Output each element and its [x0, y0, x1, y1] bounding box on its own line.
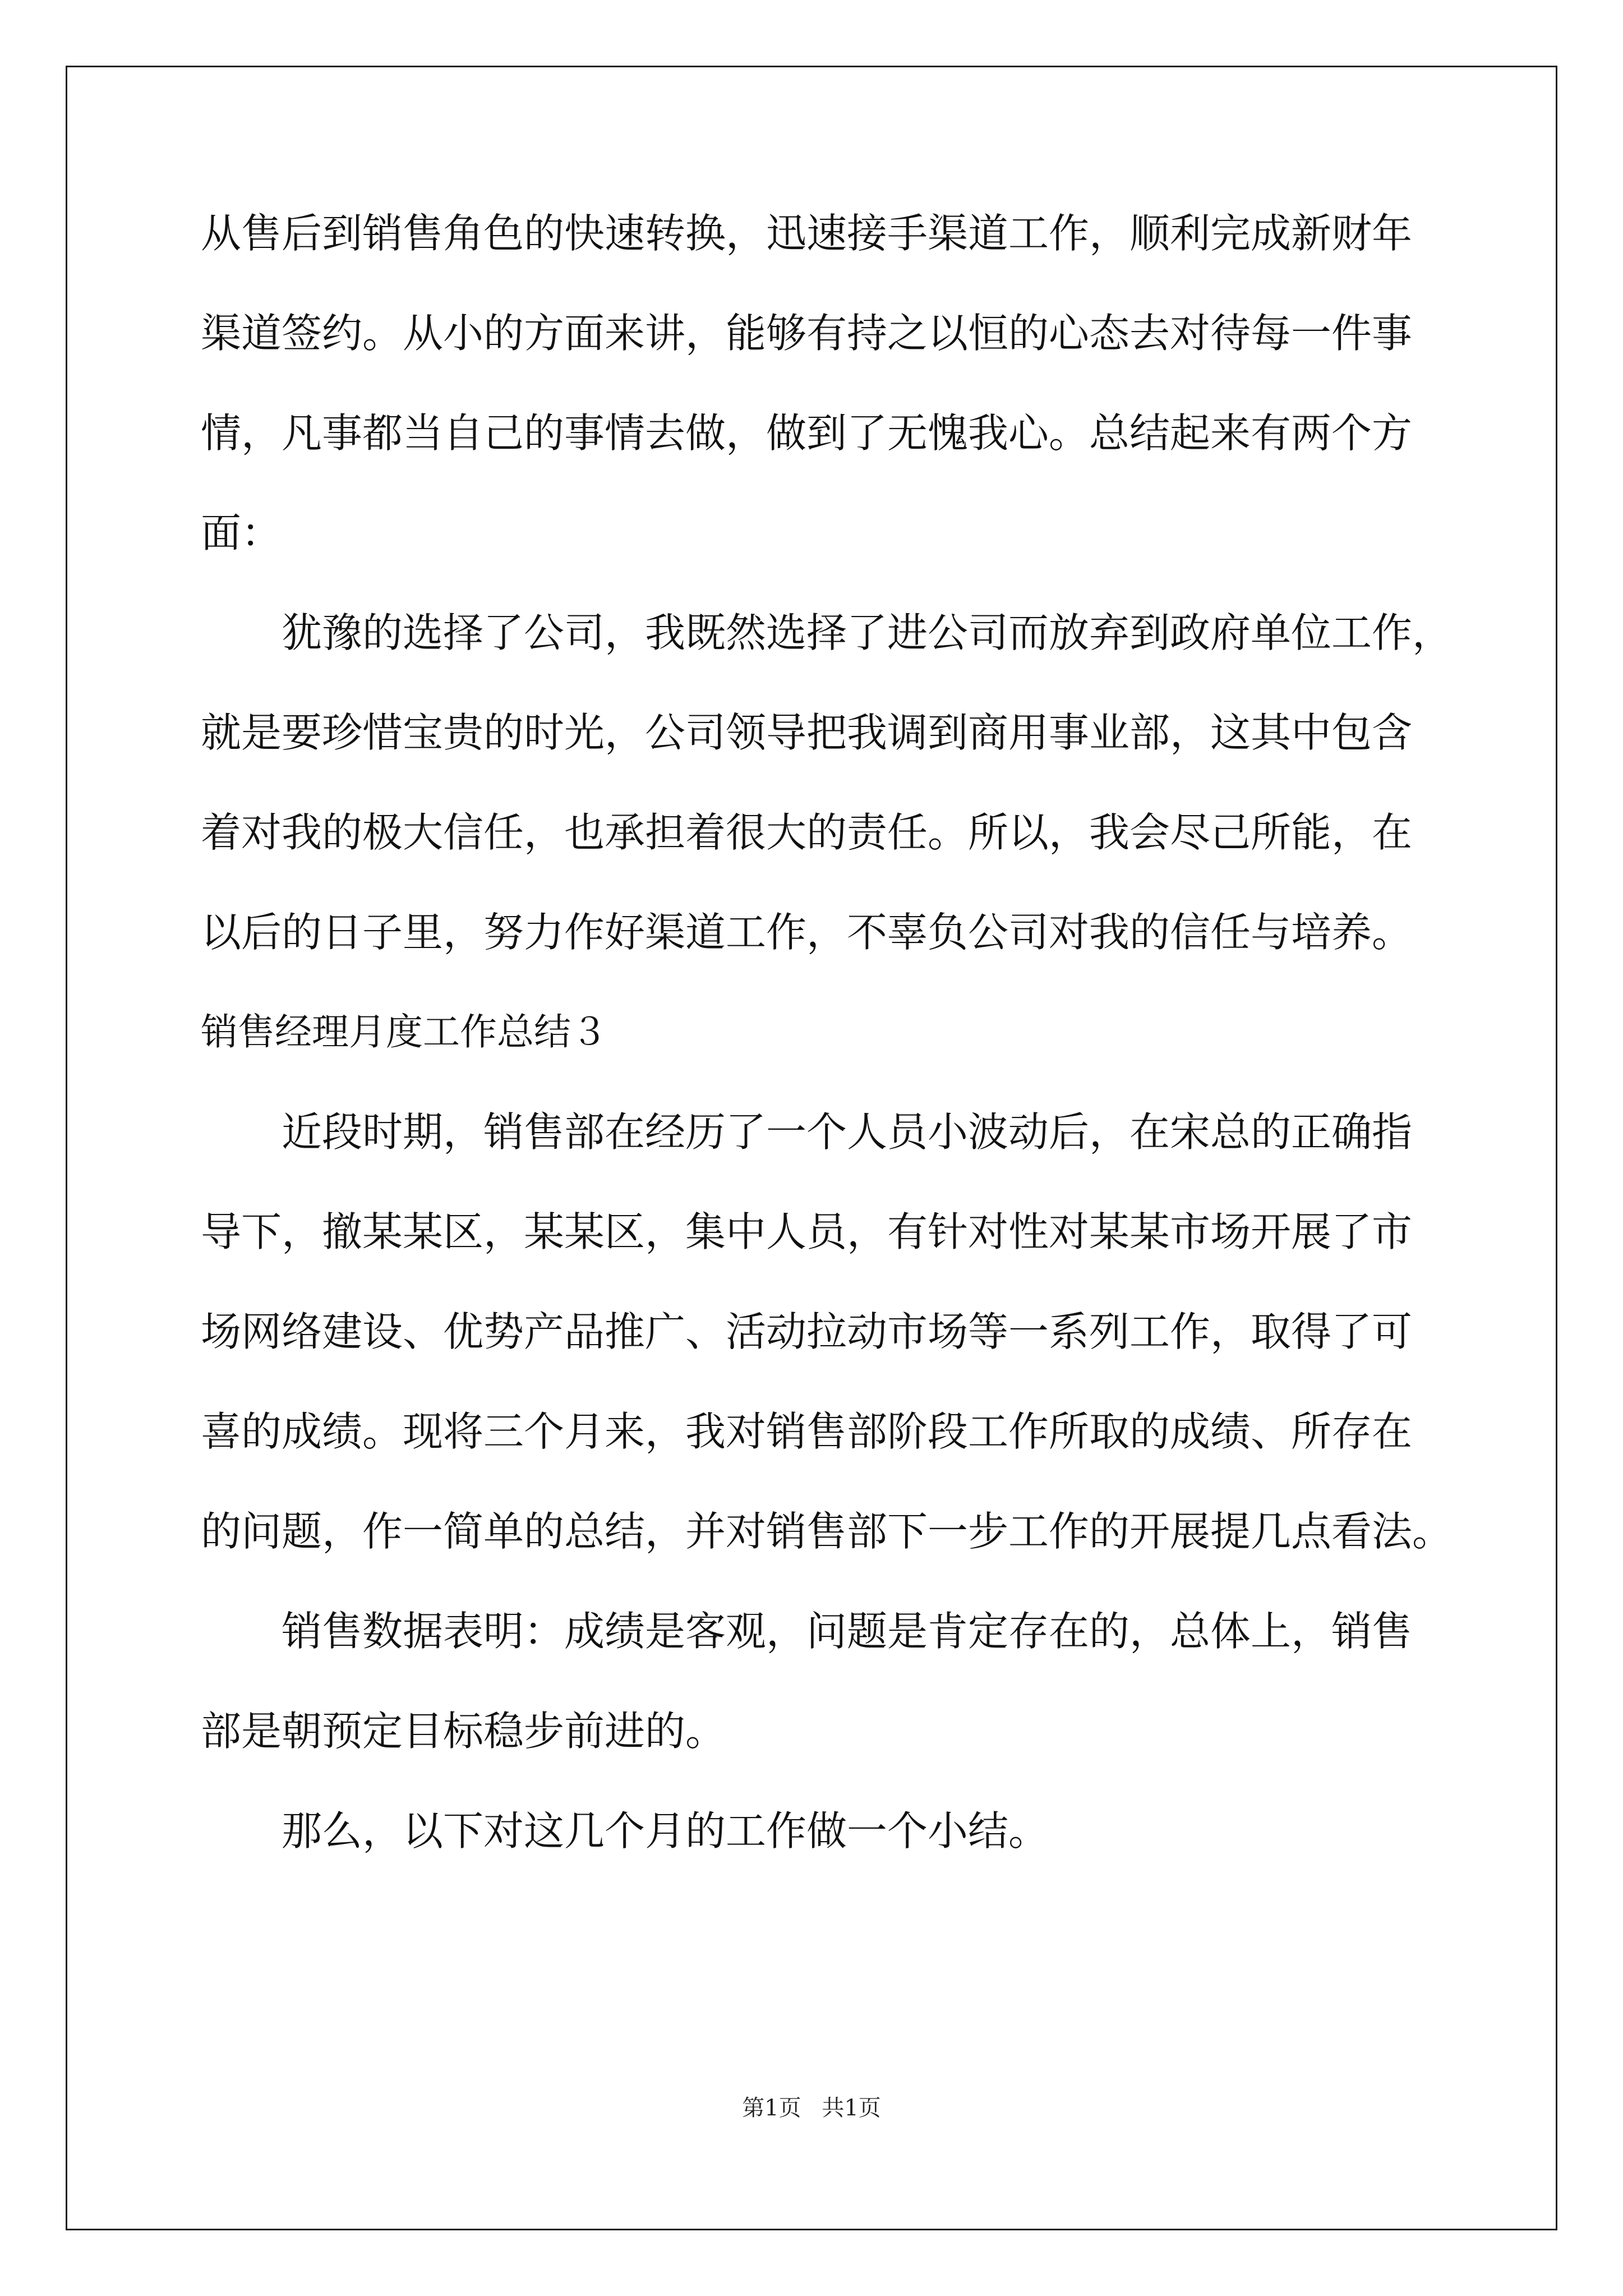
body-line-15: 销售数据表明：成绩是客观，问题是肯定存在的，总体上，销售 — [282, 1608, 1413, 1655]
body-line-17: 那么，以下对这几个月的工作做一个小结。 — [282, 1807, 1049, 1855]
body-line-7: 着对我的极大信任，也承担着很大的责任。所以，我会尽己所能，在 — [201, 809, 1413, 856]
body-line-2: 渠道签约。从小的方面来讲，能够有持之以恒的心态去对待每一件事 — [201, 310, 1413, 357]
body-line-10: 近段时期，销售部在经历了一个人员小波动后，在宋总的正确指 — [282, 1108, 1413, 1156]
page-footer — [0, 2091, 1623, 2125]
body-line-14: 的问题，作一简单的总结，并对销售部下一步工作的开展提几点看法。 — [201, 1508, 1453, 1555]
page-number-total: 共1页 — [822, 2095, 881, 2121]
body-line-12: 场网络建设、优势产品推广、活动拉动市场等一系列工作，取得了可 — [201, 1308, 1413, 1355]
body-line-5: 犹豫的选择了公司，我既然选择了进公司而放弃到政府单位工作， — [282, 609, 1453, 656]
page-number-current: 第1页 — [742, 2095, 801, 2121]
body-line-11: 导下，撤某某区，某某区，集中人员，有针对性对某某市场开展了市 — [201, 1208, 1413, 1255]
body-line-6: 就是要珍惜宝贵的时光，公司领导把我调到商用事业部，这其中包含 — [201, 709, 1413, 756]
body-line-1: 从售后到销售角色的快速转换，迅速接手渠道工作，顺利完成新财年 — [201, 210, 1413, 257]
body-line-16: 部是朝预定目标稳步前进的。 — [201, 1708, 726, 1755]
body-line-8: 以后的日子里，努力作好渠道工作，不辜负公司对我的信任与培养。 — [201, 909, 1413, 956]
body-line-13: 喜的成绩。现将三个月来，我对销售部阶段工作所取的成绩、所存在 — [201, 1408, 1413, 1455]
body-line-4: 面： — [201, 509, 282, 556]
body-line-3: 情，凡事都当自己的事情去做，做到了无愧我心。总结起来有两个方 — [201, 409, 1413, 457]
section-heading: 销售经理月度工作总结３ — [201, 1010, 608, 1053]
